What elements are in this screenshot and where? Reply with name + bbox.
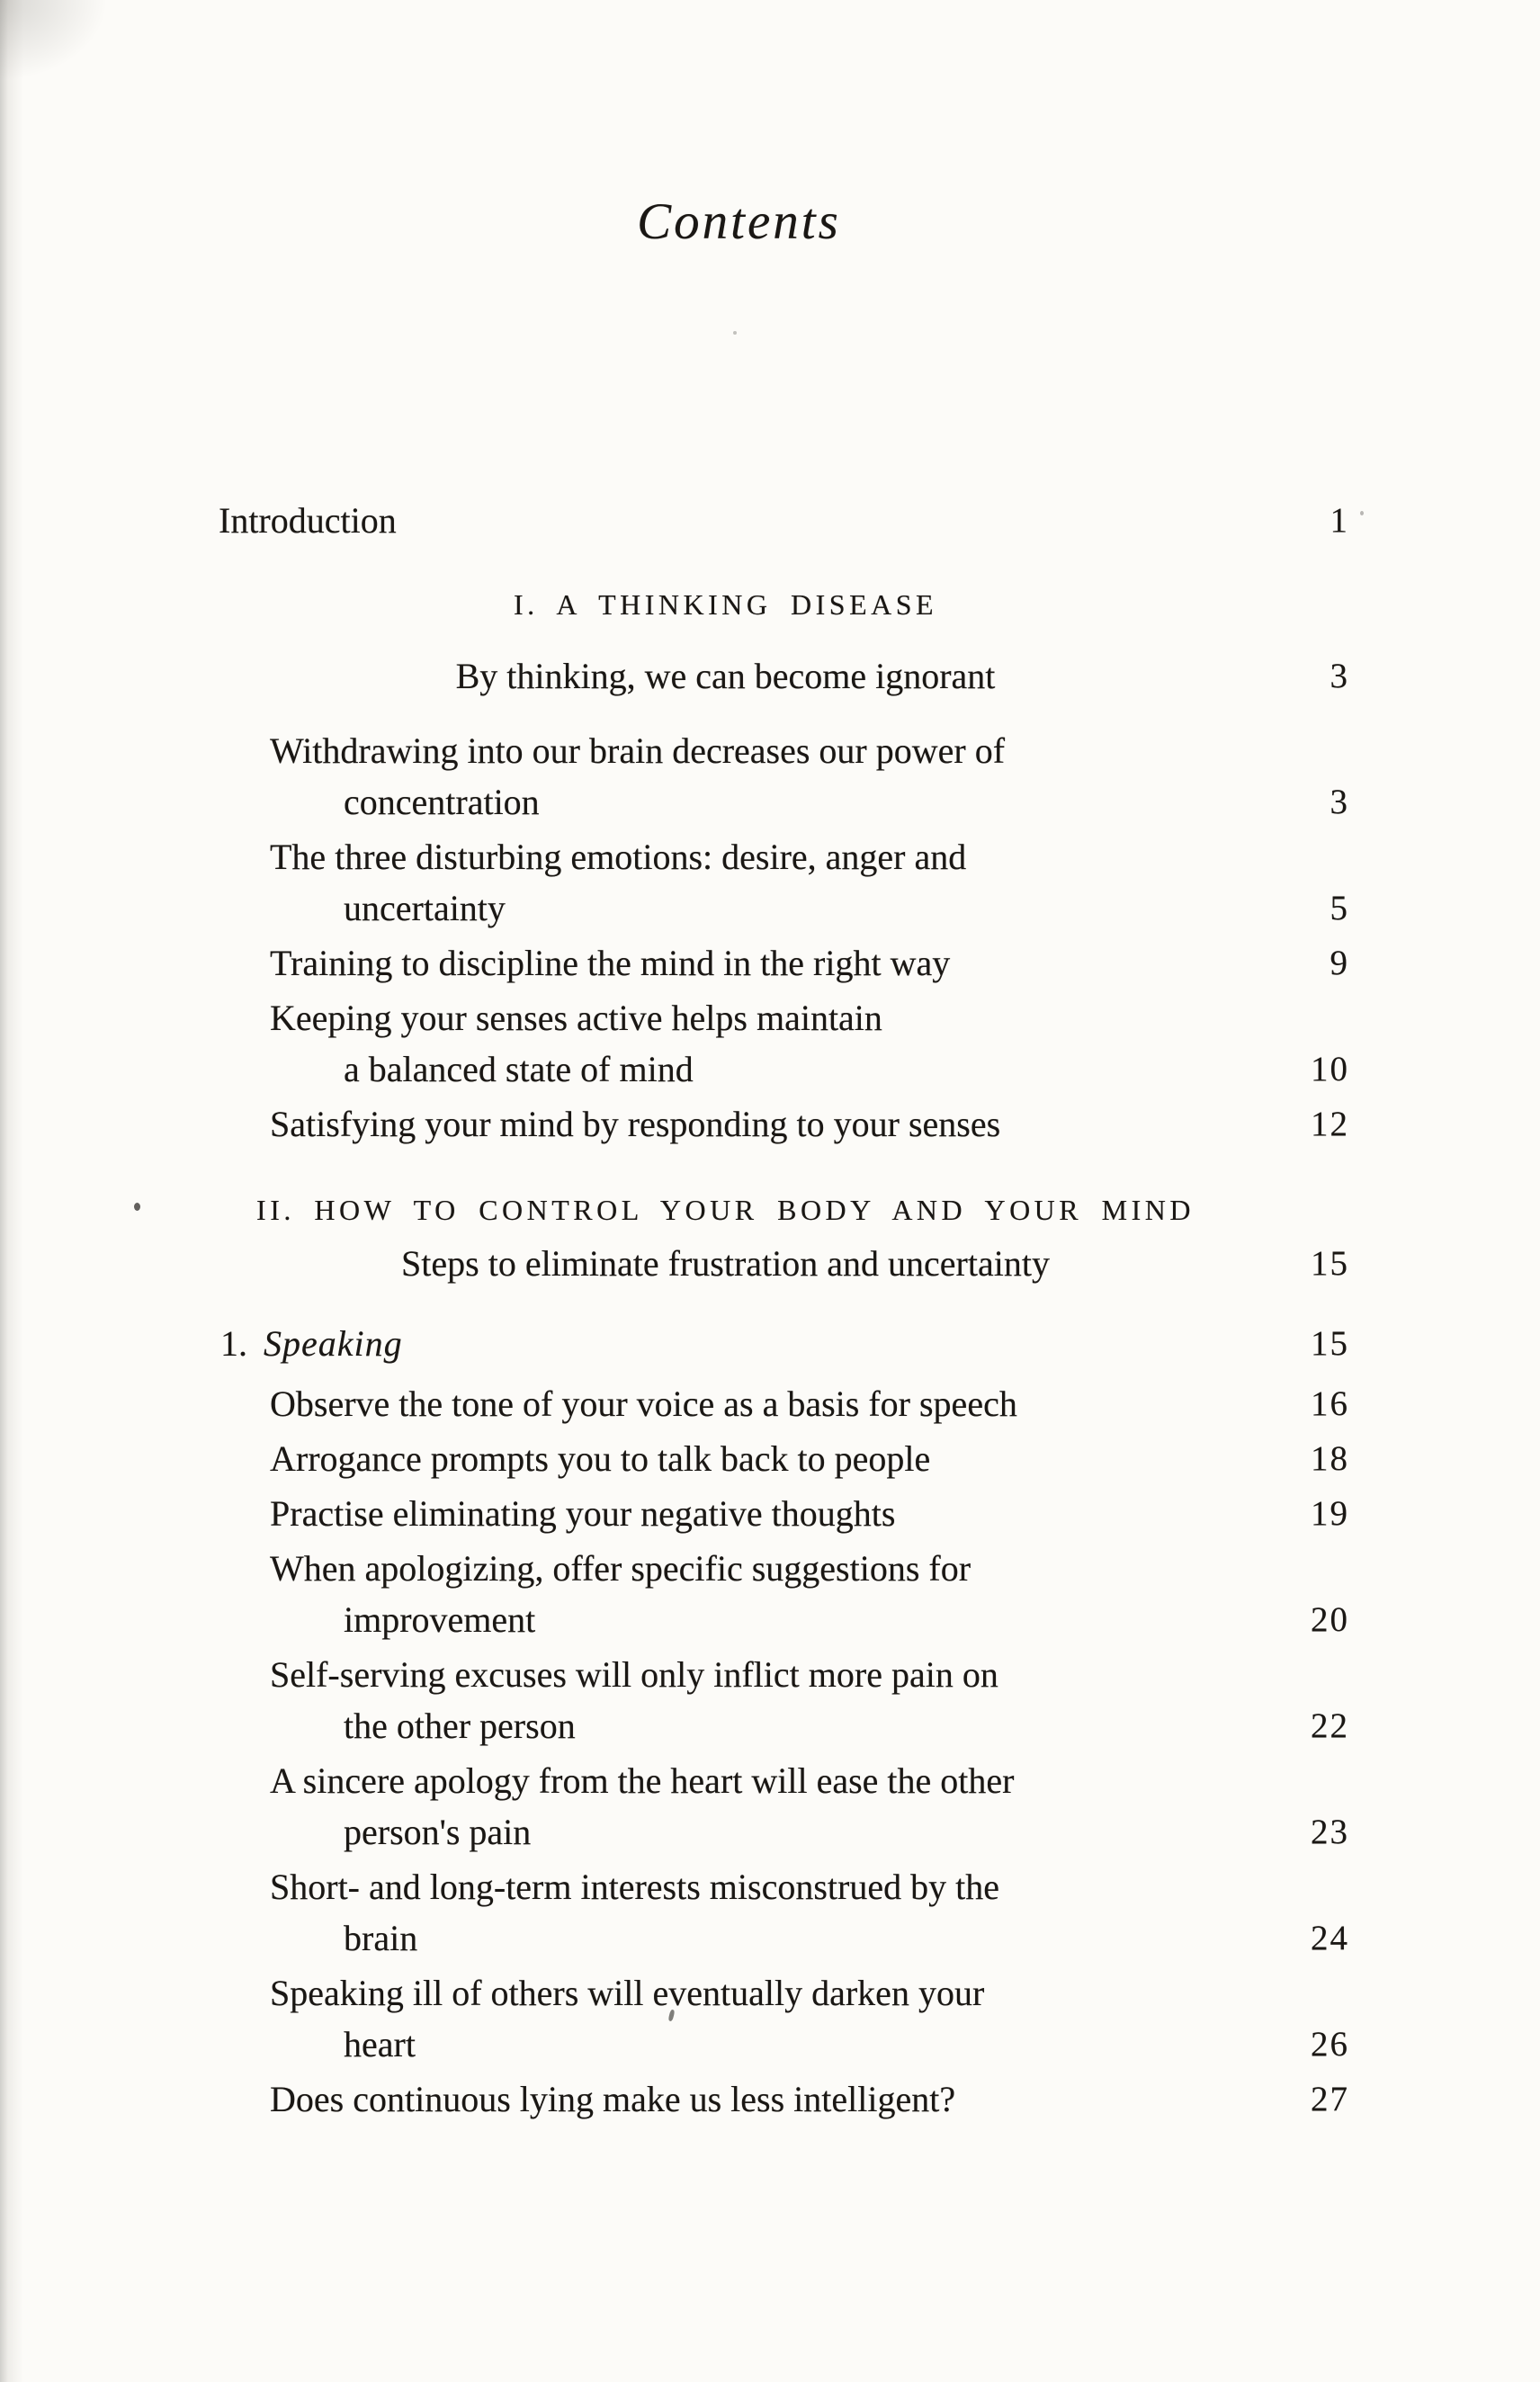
entry-text xyxy=(270,1433,1274,1484)
page-number: 27 xyxy=(1311,2080,1349,2118)
page-number: 12 xyxy=(1311,1105,1349,1143)
entry-line-2: brain xyxy=(344,1918,418,1958)
toc-entry xyxy=(270,725,1349,828)
entry-line-1: Satisfying your mind by responding to your senses xyxy=(270,1104,1001,1144)
subtitle-text: By thinking, we can become ignorant xyxy=(455,656,996,696)
entry-line-2: uncertainty xyxy=(344,888,506,928)
page-number: 15 xyxy=(1311,1244,1349,1283)
scan-speck xyxy=(134,1203,140,1211)
toc-entry-introduction xyxy=(219,495,1349,546)
entry-line-2: heart xyxy=(344,2024,416,2064)
entry-line-1: A sincere apology from the heart will ease the other xyxy=(270,1760,1015,1801)
toc-entry xyxy=(270,1543,1349,1645)
toc-entry xyxy=(270,937,1349,989)
page-number: 22 xyxy=(1311,1706,1349,1745)
entry-line-2: person's pain xyxy=(344,1812,532,1852)
entry-text xyxy=(270,1488,1274,1539)
entry-line-1: Self-serving excuses will only inflict more pain on xyxy=(270,1654,998,1695)
entry-line-1: When apologizing, offer specific suggestions for xyxy=(270,1548,971,1589)
section-2-entries xyxy=(219,1378,1349,2125)
entry-text xyxy=(270,1967,1274,2070)
page-number: 19 xyxy=(1311,1494,1349,1533)
page-number: 16 xyxy=(1311,1384,1349,1423)
toc-entry xyxy=(270,992,1349,1095)
entry-text xyxy=(270,1755,1274,1858)
toc-entry xyxy=(270,1967,1349,2070)
page-number: 18 xyxy=(1311,1439,1349,1478)
entry-text xyxy=(270,1861,1274,1964)
scan-left-edge-shadow xyxy=(0,0,23,2382)
entry-text xyxy=(270,1649,1274,1751)
scan-speck xyxy=(1360,511,1364,515)
entry-line-1: Arrogance prompts you to talk back to people xyxy=(270,1438,931,1479)
entry-line-1: Withdrawing into our brain decreases our power of xyxy=(270,730,1006,771)
entry-line-1: Observe the tone of your voice as a basis for speech xyxy=(270,1384,1017,1424)
page-number: 1 xyxy=(1330,501,1349,540)
toc-entry xyxy=(270,1098,1349,1150)
entry-line-2: improvement xyxy=(344,1599,536,1640)
table-of-contents xyxy=(219,0,1349,2128)
entry-text xyxy=(270,1098,1274,1150)
page-number: 10 xyxy=(1311,1050,1349,1088)
page-number: 3 xyxy=(1330,783,1349,821)
toc-chapter-speaking xyxy=(220,1318,1349,1369)
page-title: Contents xyxy=(637,193,841,250)
section-subtitle-1 xyxy=(219,650,1349,702)
entry-label: Introduction xyxy=(219,500,397,541)
page-number: 5 xyxy=(1330,889,1349,927)
section-subtitle-2 xyxy=(219,1238,1349,1289)
toc-entry xyxy=(270,2073,1349,2125)
toc-entry xyxy=(270,831,1349,934)
entry-line-2: the other person xyxy=(344,1706,576,1746)
section-heading-2: II. HOW TO CONTROL YOUR BODY AND YOUR MIND xyxy=(256,1194,1195,1226)
page-number: 20 xyxy=(1311,1600,1349,1639)
entry-text xyxy=(270,937,1274,989)
chapter-title: Speaking xyxy=(264,1323,403,1364)
toc-entry xyxy=(270,1755,1349,1858)
entry-line-1: Keeping your senses active helps maintain xyxy=(270,998,882,1038)
toc-entry xyxy=(270,1649,1349,1751)
entry-line-1: The three disturbing emotions: desire, anger and xyxy=(270,837,967,877)
scan-corner-shading xyxy=(0,0,108,81)
entry-line-1: Practise eliminating your negative thoughts xyxy=(270,1493,896,1534)
toc-entry xyxy=(270,1861,1349,1964)
page-number: 24 xyxy=(1311,1919,1349,1957)
entry-line-2: concentration xyxy=(344,782,540,822)
page-number: 15 xyxy=(1311,1324,1349,1363)
entry-text xyxy=(270,2073,1274,2125)
entry-text xyxy=(270,1543,1274,1645)
toc-entry xyxy=(270,1378,1349,1429)
page-number: 9 xyxy=(1330,944,1349,982)
entry-line-2: a balanced state of mind xyxy=(344,1049,694,1089)
entry-line-1: Training to discipline the mind in the right way xyxy=(270,943,951,983)
entry-text xyxy=(270,725,1274,828)
toc-entry xyxy=(270,1488,1349,1539)
toc-entry xyxy=(270,1433,1349,1484)
page-number: 3 xyxy=(1330,657,1349,695)
section-heading-1: I. A THINKING DISEASE xyxy=(513,588,938,621)
section-1-entries xyxy=(219,725,1349,1150)
page-number: 23 xyxy=(1311,1813,1349,1851)
entry-text xyxy=(270,992,1274,1095)
entry-line-1: Does continuous lying make us less intelligent? xyxy=(270,2079,956,2119)
subtitle-text: Steps to eliminate frustration and uncertainty xyxy=(401,1243,1050,1284)
chapter-number: 1. xyxy=(220,1323,247,1364)
entry-text xyxy=(270,831,1274,934)
entry-line-1: Short- and long-term interests misconstrued by the xyxy=(270,1867,999,1907)
page-number: 26 xyxy=(1311,2025,1349,2064)
entry-text xyxy=(270,1378,1274,1429)
entry-line-1: Speaking ill of others will eventually darken your xyxy=(270,1973,985,2013)
